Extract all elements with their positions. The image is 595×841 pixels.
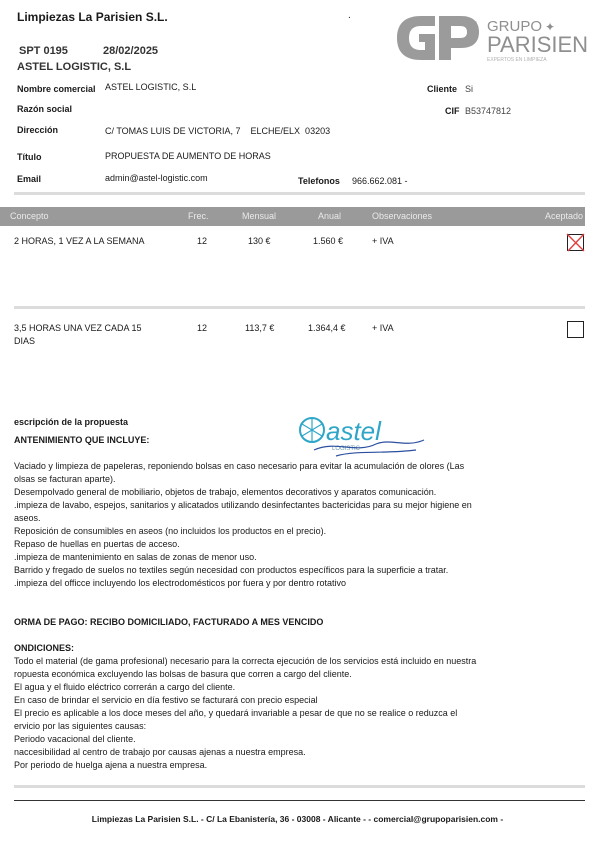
col-aceptado: Aceptado bbox=[545, 211, 584, 221]
row1-mensual: 130 € bbox=[248, 236, 271, 246]
list-item: olsas se facturan aparte). bbox=[14, 474, 116, 484]
direccion-label: Dirección bbox=[17, 125, 59, 135]
cif-label: CIF bbox=[445, 106, 460, 116]
logo-line1: GRUPO bbox=[487, 18, 543, 35]
conditions-list bbox=[14, 655, 579, 772]
table-header bbox=[0, 207, 585, 226]
list-item: Vaciado y limpieza de papeleras, reponiendo bolsas en caso necesario para evitar la acumulación de olores (Las bbox=[14, 461, 465, 471]
list-item: Periodo vacacional del cliente. bbox=[14, 734, 136, 744]
titulo-value: PROPUESTA DE AUMENTO DE HORAS bbox=[105, 151, 271, 161]
telefonos-label: Telefonos bbox=[298, 176, 340, 186]
divider bbox=[14, 192, 585, 195]
nombre-comercial-label: Nombre comercial bbox=[17, 84, 96, 94]
document-code: SPT 0195 bbox=[19, 45, 68, 57]
check-mark-icon bbox=[565, 231, 587, 253]
row2-concepto-cont: DIAS bbox=[14, 336, 36, 346]
header-dot: . bbox=[348, 10, 351, 21]
row2-accept-checkbox[interactable] bbox=[567, 321, 584, 338]
list-item: Reposición de consumibles en aseos (no incluidos los productos en el precio). bbox=[14, 526, 327, 536]
list-item: El agua y el fluido eléctrico correrán a cargo del cliente. bbox=[14, 682, 236, 692]
row1-accept-checkbox[interactable] bbox=[567, 234, 584, 251]
description-heading: escripción de la propuesta bbox=[14, 417, 129, 427]
footer-text: Limpiezas La Parisien S.L. - C/ La Ebanistería, 36 - 03008 - Alicante - - comercial@grupoparisien.com - bbox=[91, 814, 504, 824]
row1-concepto: 2 HORAS, 1 VEZ A LA SEMANA bbox=[14, 236, 145, 246]
col-concepto: Concepto bbox=[10, 211, 49, 221]
list-item: ropuesta económica excluyendo las bolsas de basura que corren a cargo del cliente. bbox=[14, 669, 352, 679]
col-anual: Anual bbox=[318, 211, 342, 221]
nombre-comercial-value: ASTEL LOGISTIC, S.L bbox=[105, 82, 197, 92]
divider bbox=[14, 785, 585, 788]
divider bbox=[14, 306, 585, 309]
list-item: .impieza de lavabo, espejos, sanitarios y alicatados utilizando desinfectantes bactericidas para su mejor higiene en bbox=[14, 500, 472, 510]
logo-tagline: EXPERTOS EN LIMPIEZA bbox=[487, 57, 547, 63]
list-item: .impieza del officce incluyendo los electrodomésticos por fuera y por dentro rotativo bbox=[14, 578, 347, 588]
row2-obs: + IVA bbox=[372, 323, 394, 333]
list-item: Desempolvado general de mobiliario, objetos de trabajo, elementos decorativos y aparatos comunicación. bbox=[14, 487, 437, 497]
row1-frec: 12 bbox=[197, 236, 208, 246]
list-item: Por periodo de huelga ajena a nuestra empresa. bbox=[14, 760, 208, 770]
stamp-globe-icon bbox=[296, 410, 431, 462]
description-subheading: ANTENIMIENTO QUE INCLUYE: bbox=[14, 435, 150, 445]
cliente-value: Si bbox=[465, 84, 474, 94]
row2-concepto: 3,5 HORAS UNA VEZ CADA 15 bbox=[14, 323, 142, 333]
list-item: Barrido y fregado de suelos no textiles según necesidad con productos específicos para la superficie a tratar. bbox=[14, 565, 449, 575]
list-item: .impieza de mantenimiento en salas de zonas de menor uso. bbox=[14, 552, 257, 562]
company-name: Limpiezas La Parisien S.L. bbox=[17, 10, 168, 24]
email-value: admin@astel-logistic.com bbox=[105, 173, 208, 183]
list-item: naccesibilidad al centro de trabajo por causas ajenas a nuestra empresa. bbox=[14, 747, 306, 757]
list-item: El precio es aplicable a los doce meses del año, y quedará invariable a pesar de que no se realice o reduzca el bbox=[14, 708, 458, 718]
row1-anual: 1.560 € bbox=[313, 236, 344, 246]
col-mensual: Mensual bbox=[242, 211, 277, 221]
gp-monogram-icon bbox=[395, 12, 589, 64]
cif-value: B53747812 bbox=[465, 106, 512, 116]
conditions-heading: ONDICIONES: bbox=[14, 643, 75, 653]
payment-terms: ORMA DE PAGO: RECIBO DOMICILIADO, FACTURADO A MES VENCIDO bbox=[14, 617, 324, 627]
list-item: ervicio por las siguientes causas: bbox=[14, 721, 147, 731]
logo-line2: PARISIEN bbox=[487, 32, 589, 57]
client-heading: ASTEL LOGISTIC, S.L bbox=[17, 61, 132, 73]
footer-rule bbox=[14, 800, 585, 801]
direccion-value: C/ TOMAS LUIS DE VICTORIA, 7 ELCHE/ELX 03203 bbox=[105, 126, 331, 136]
list-item: aseos. bbox=[14, 513, 41, 523]
row2-frec: 12 bbox=[197, 323, 208, 333]
document-date: 28/02/2025 bbox=[103, 45, 159, 57]
telefonos-value: 966.662.081 - bbox=[352, 176, 408, 186]
svg-text:✦: ✦ bbox=[545, 20, 556, 34]
stamp-sub: LOGISTIC bbox=[332, 446, 361, 452]
col-frec: Frec. bbox=[188, 211, 209, 221]
company-stamp bbox=[296, 410, 431, 462]
titulo-label: Título bbox=[17, 152, 42, 162]
stamp-text: astel bbox=[326, 416, 381, 446]
email-label: Email bbox=[17, 174, 42, 184]
cliente-label: Cliente bbox=[427, 84, 458, 94]
list-item: Todo el material (de gama profesional) necesario para la correcta ejecución de los servicios está incluido en nuestra bbox=[14, 656, 477, 666]
description-list bbox=[14, 460, 579, 590]
list-item: Repaso de huellas en puertas de acceso. bbox=[14, 539, 180, 549]
row1-obs: + IVA bbox=[372, 236, 394, 246]
col-observaciones: Observaciones bbox=[372, 211, 433, 221]
row2-anual: 1.364,4 € bbox=[308, 323, 346, 333]
company-logo bbox=[395, 12, 589, 64]
razon-social-label: Razón social bbox=[17, 104, 73, 114]
list-item: En caso de brindar el servicio en día festivo se facturará con precio especial bbox=[14, 695, 318, 705]
row2-mensual: 113,7 € bbox=[245, 323, 275, 333]
